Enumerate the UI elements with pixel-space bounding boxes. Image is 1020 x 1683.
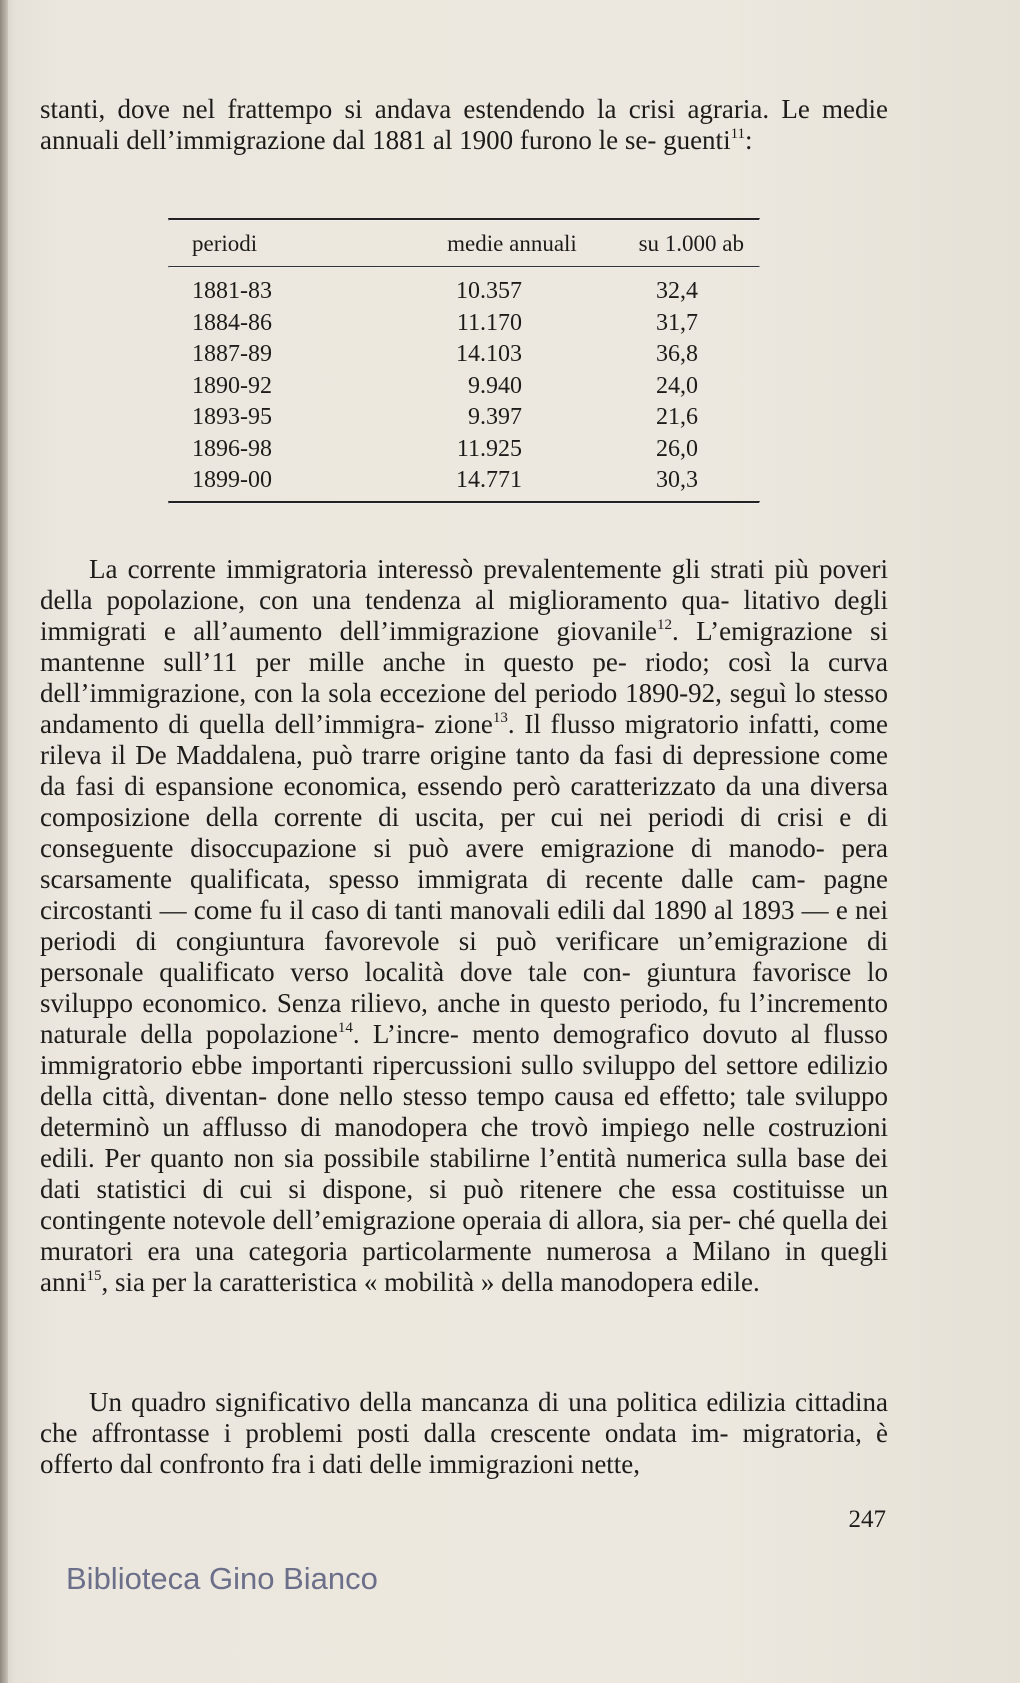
intro-colon: : [745,125,753,155]
header-su-1000-ab: su 1.000 ab [638,231,744,256]
cell-period: 1896-98 [192,435,272,462]
cell-per-thousand: 30,3 [656,467,698,493]
body-text-p2: Un quadro significativo della mancanza di una politica edilizia cittadina che affrontasse i problemi posti dalla crescente ondata im- migratoria, è offerto dal confronto fra i dati delle immigrazioni nette, [40,1387,888,1479]
table-row [168,339,760,371]
cell-per-thousand: 32,4 [656,278,698,304]
page-gutter-shadow [0,0,8,1683]
body-text-b: . L’emigrazione si mantenne sull’11 per mille anche in questo pe- riodo; così la curva dell’immigrazione, con la sola eccezione del periodo 1890-92, seguì lo stesso andamento di quella dell’immigra- zione [40,616,888,739]
table-row [168,465,760,501]
cell-per-thousand: 24,0 [656,372,698,399]
cell-per-thousand: 31,7 [656,309,698,336]
cell-period: 1884-86 [192,309,272,336]
body-text-e: , sia per la caratteristica « mobilità » della manodopera edile. [101,1267,760,1297]
intro-paragraph [40,94,888,156]
header-medie-annuali: medie annuali [447,231,577,256]
table-row [168,371,760,403]
cell-annual-mean: 11.170 [456,309,522,336]
cell-period: 1887-89 [192,341,272,367]
cell-period: 1899-00 [192,467,272,493]
body-text-c: . Il flusso migratorio infatti, come rileva il De Maddalena, può trarre origine tanto da fasi di depressione come da fasi di espansione economica, essendo però caratterizzato da una diversa composizione della corrente di uscita, per cui nei periodi di crisi e di conseguente disoccupazione si può avere emigrazione di manodo- pera scarsamente qualificata, spesso immigrata di recente dalle cam- pagne circostanti — come fu il caso di tanti manovali edili dal 1890 al 1893 — e nei periodi di congiuntura favorevole si può verificare un’emigrazione di personale qualificato verso località dove tale con- giuntura favorisce lo sviluppo economico. Senza rilievo, anche in questo periodo, fu l’incremento naturale della popolazione [40,709,888,1049]
cell-annual-mean: 9.940 [468,372,522,399]
cell-period: 1893-95 [192,404,272,430]
table-row [168,402,760,434]
intro-text: stanti, dove nel frattempo si andava estendendo la crisi agraria. Le medie annuali dell’immigrazione dal 1881 al 1900 furono le se- [40,94,888,155]
cell-period: 1890-92 [192,372,272,399]
body-text-d: . L’incre- mento demografico dovuto al flusso immigratorio ebbe importanti ripercussioni sullo sviluppo del settore edilizio della città, diventan- done nello stesso tempo causa ed effetto; tale sviluppo determinò un afflusso di manodopera che trovò impiego nelle costruzioni edili. Per quanto non sia possibile stabilirne l’entità numerica sulla base dei dati statistici di cui si dispone, si può ritenere che essa costituisse un contingente notevole dell’emigrazione operaia di allora, sia per- ché quella dei muratori era una categoria particolarmente numerosa a Milano in quegli anni [40,1019,888,1297]
header-periodi: periodi [192,231,258,256]
table-bottom-rule [168,501,760,504]
cell-per-thousand: 21,6 [656,404,698,430]
footnote-ref-11: 11 [730,126,746,142]
table-row [168,434,760,466]
cell-annual-mean: 14.771 [456,467,522,493]
footnote-ref-13: 13 [492,710,508,726]
cell-annual-mean: 14.103 [456,341,522,367]
body-paragraph-2 [40,1387,888,1480]
cell-annual-mean: 10.357 [456,278,522,304]
cell-per-thousand: 26,0 [656,435,698,462]
cell-annual-mean: 11.925 [456,435,522,462]
page-number: 247 [848,1506,886,1533]
table-header-row [168,221,760,266]
footnote-ref-12: 12 [656,617,672,633]
body-paragraph-1 [40,554,888,1298]
body-text-a: La corrente immigratoria interessò prevalentemente gli strati più poveri della popolazione, con una tendenza al miglioramento qua- litativo degli immigrati e all’aumento dell’immigrazione giovanile [40,554,888,646]
table-row [168,268,760,308]
cell-annual-mean: 9.397 [468,404,522,430]
table-row [168,308,760,340]
footnote-ref-14: 14 [337,1020,353,1036]
library-watermark: Biblioteca Gino Bianco [66,1561,378,1596]
cell-period: 1881-83 [192,278,272,304]
immigration-table [168,218,760,504]
intro-text-end: guenti [663,125,731,155]
cell-per-thousand: 36,8 [656,341,698,367]
footnote-ref-15: 15 [86,1268,102,1284]
